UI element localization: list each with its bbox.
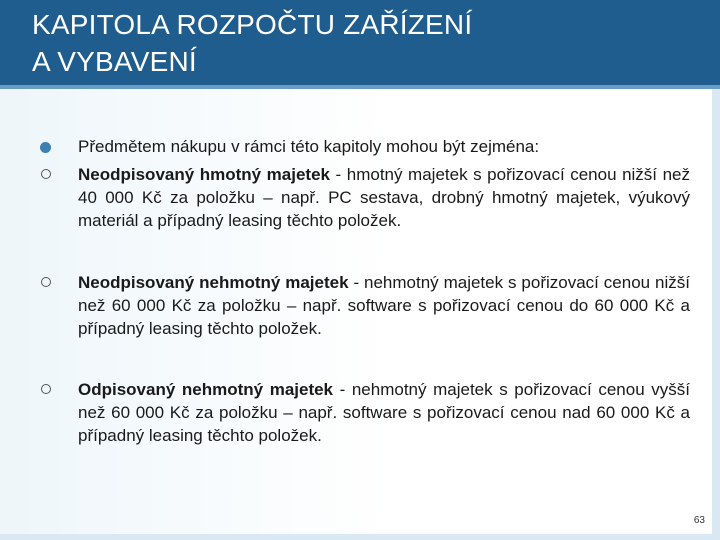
item-term: Neodpisovaný nehmotný majetek — [78, 273, 349, 292]
hollow-bullet-icon — [41, 384, 51, 394]
bottom-border — [0, 534, 720, 540]
intro-text: Předmětem nákupu v rámci této kapitoly mohou být zejména: — [78, 137, 540, 156]
item-description: - nehmotný majetek s pořizovací cenou vyšší než 60 000 Kč za položku – např. software s pořizovací cenou nad 60 000 Kč a případný leasing těchto položek. — [78, 380, 690, 445]
slide-title-line-2: A VYBAVENÍ — [32, 46, 197, 77]
list-item-text — [78, 271, 690, 340]
page-number: 63 — [693, 515, 705, 526]
filled-bullet-icon — [40, 142, 51, 153]
right-border — [712, 89, 720, 540]
item-term: Neodpisovaný hmotný majetek — [78, 165, 330, 184]
item-description: - hmotný majetek s pořizovací cenou nižší než 40 000 Kč za položku – např. PC sestava, drobný hmotný majetek, výukový materiál a případný leasing těchto položek. — [78, 165, 690, 230]
list-item-text — [78, 163, 690, 232]
list-item-text — [78, 378, 690, 447]
slide-title — [32, 6, 692, 80]
hollow-bullet-icon — [41, 277, 51, 287]
title-bar — [0, 0, 720, 85]
hollow-bullet-icon — [41, 169, 51, 179]
item-term: Odpisovaný nehmotný majetek — [78, 380, 334, 399]
item-description: - nehmotný majetek s pořizovací cenou nižší než 60 000 Kč za položku – např. software s pořizovací cenou do 60 000 Kč a případný leasing těchto položek. — [78, 273, 690, 338]
slide-title-line-1: KAPITOLA ROZPOČTU ZAŘÍZENÍ — [32, 9, 473, 40]
